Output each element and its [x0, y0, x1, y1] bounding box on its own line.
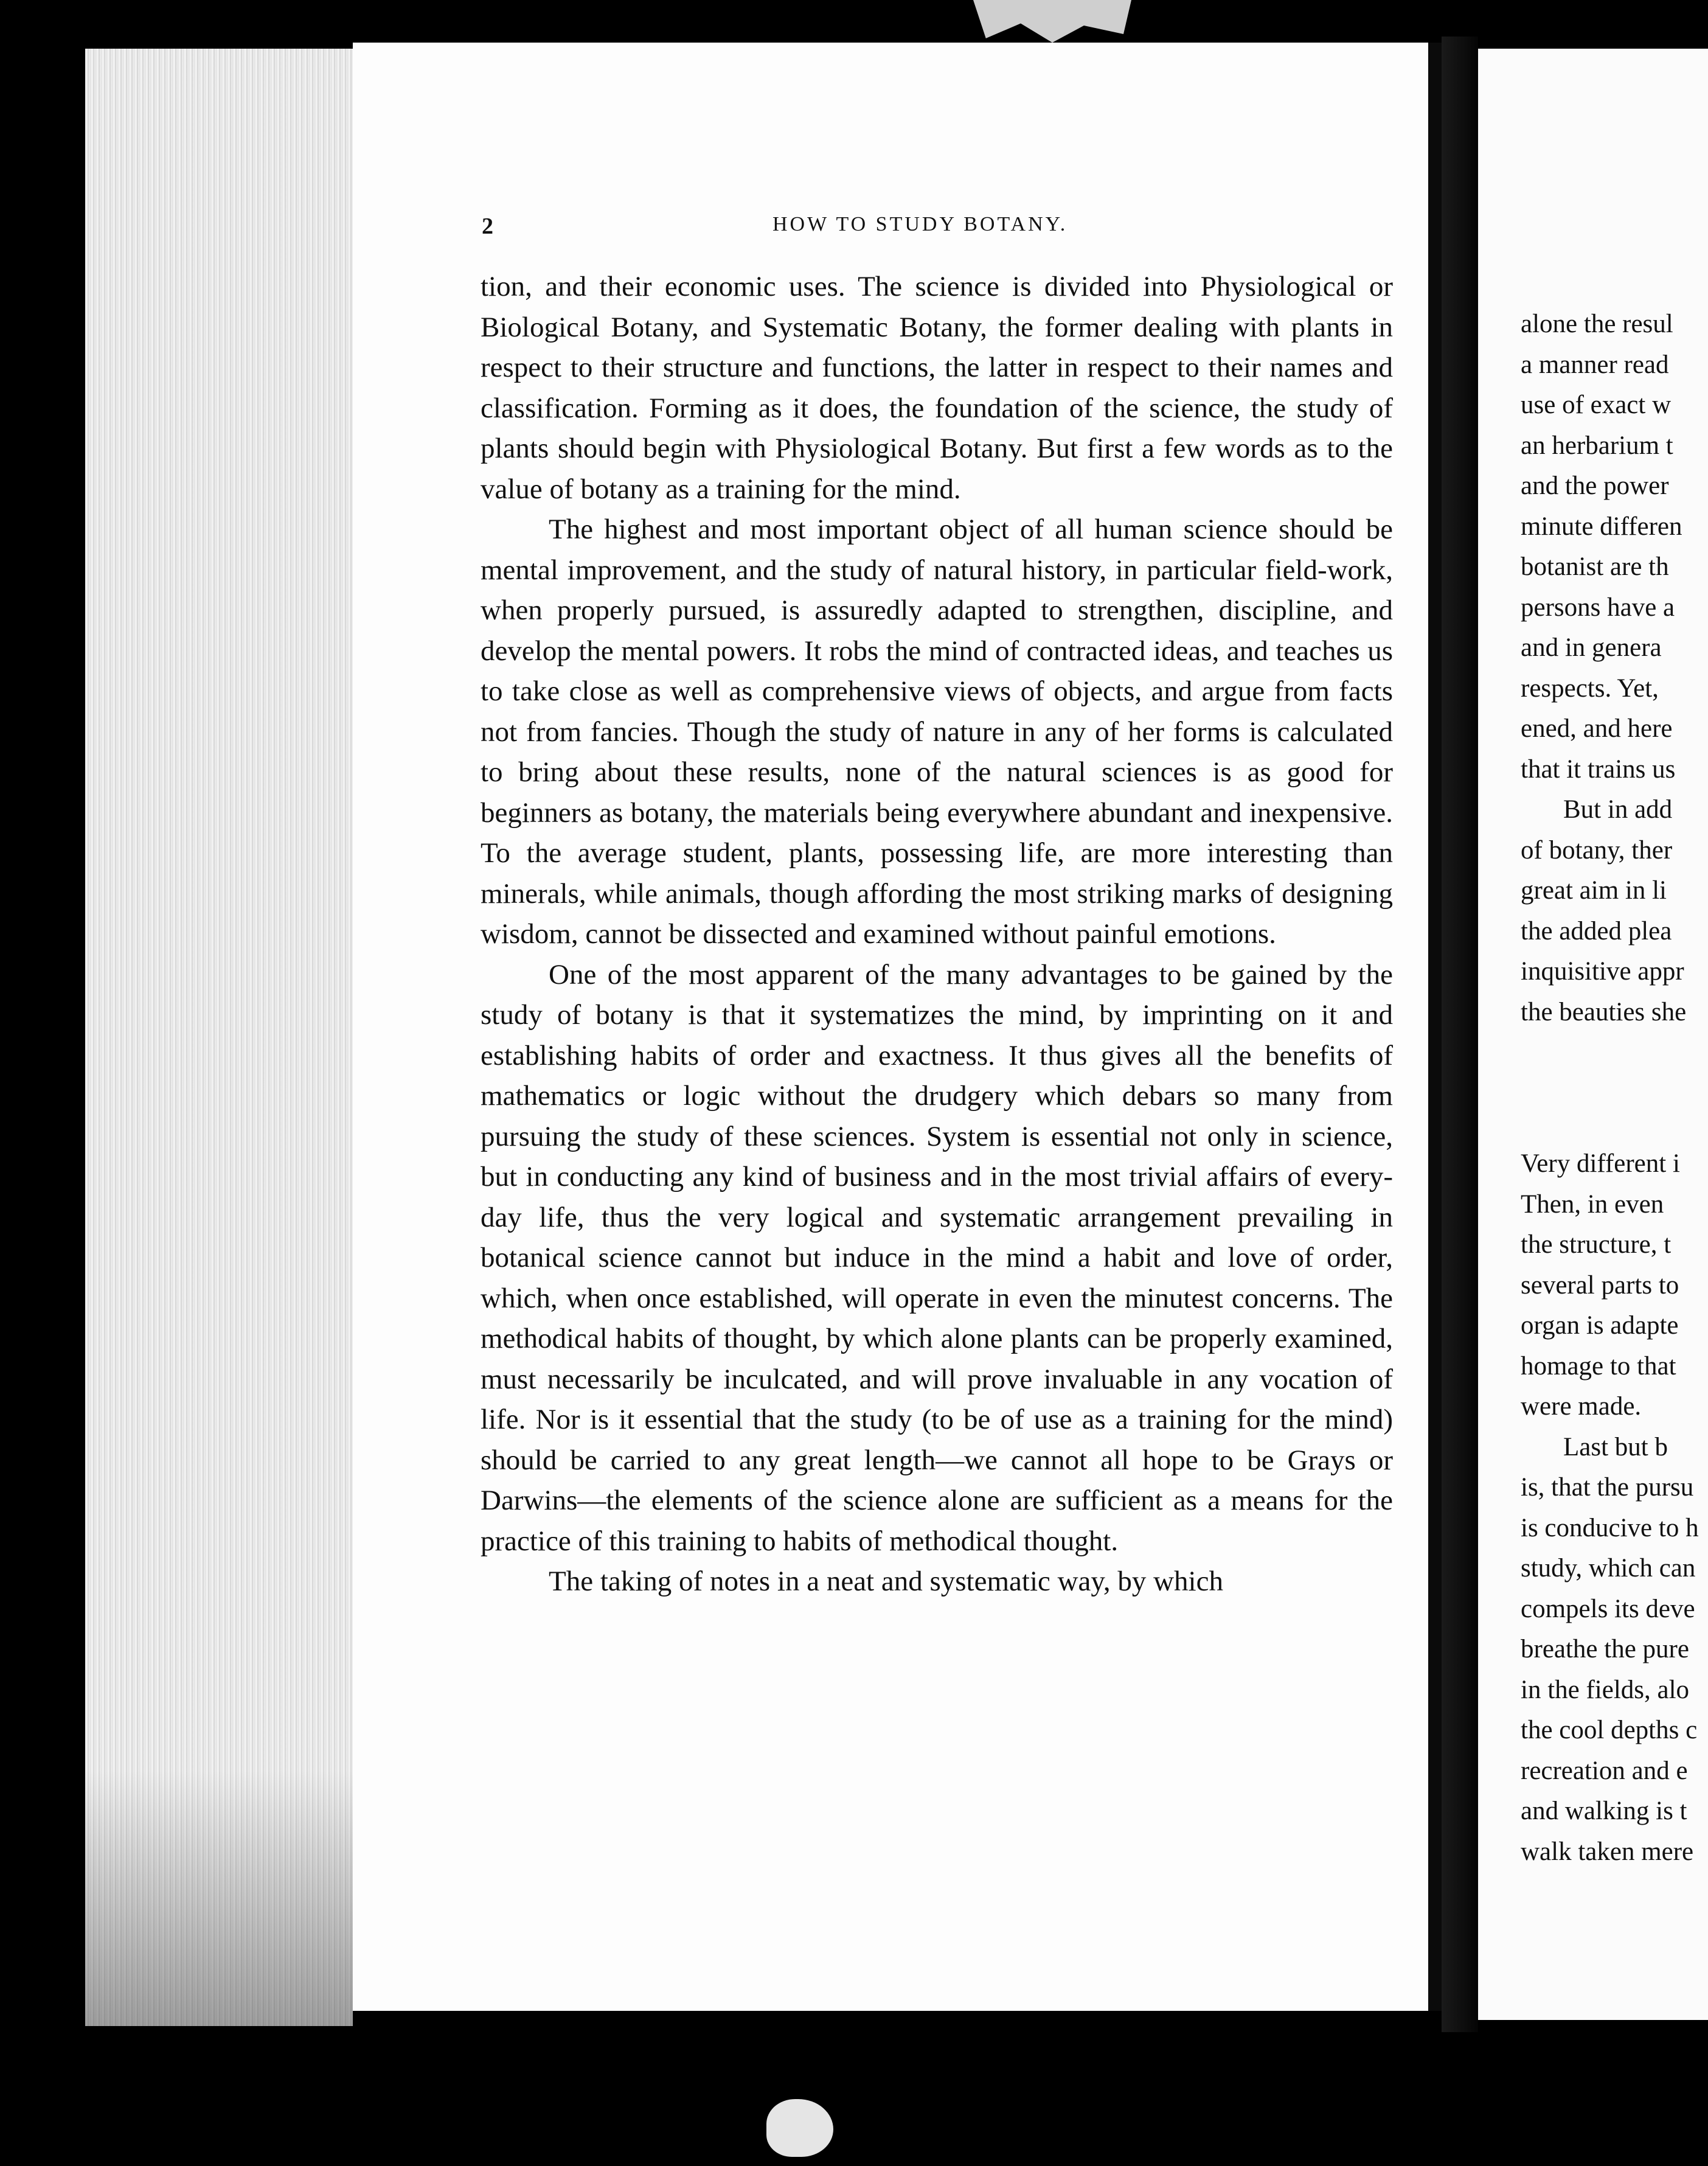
text-line: that it trains us	[1521, 754, 1676, 784]
text-line: inquisitive appr	[1521, 957, 1684, 986]
text-line: a manner read	[1521, 350, 1669, 379]
running-head: HOW TO STUDY BOTANY.	[772, 213, 1068, 235]
scan-artifact	[766, 2099, 833, 2157]
text-line: Last but b	[1563, 1432, 1668, 1461]
text-line: recreation and e	[1521, 1756, 1688, 1785]
text-line: alone the resul	[1521, 310, 1673, 338]
paragraph: tion, and their economic uses. The science is divided into Physiological or Biological Botany, and Systematic Botany, the former dealing with plants in respect to their structure and functions, the latter in respect to their names and classification. Forming as it does, the foundation of the science, the study of plants should begin with Physiological Botany. But first a few words as to the value of botany as a training for the mind.	[481, 271, 1393, 505]
text-line: were made.	[1521, 1392, 1642, 1421]
text-line: Then, in even	[1521, 1189, 1664, 1219]
text-line: use of exact w	[1521, 391, 1672, 419]
paragraph: The highest and most important object of all human science should be mental improvement, and the study of natural history, in particular field-work, when properly pursued, is assuredly adapted to strengthen, discipline, and develop the mental powers. It robs the mind of contracted ideas, and teaches us to take close as well as comprehensive views of objects, and argue from facts not from fancies. Though the study of nature in any of her forms is calculated to bring about these results, none of the natural sciences is as good for beginners as botany, the materials being everywhere abundant and inexpensive. To the average student, plants, possessing life, are more interesting than minerals, while animals, though affording the most striking marks of designing wisdom, cannot be dissected and examined without painful emotions.	[481, 514, 1393, 950]
scan-artifact	[973, 0, 1131, 43]
text-line: and walking is t	[1521, 1797, 1687, 1825]
text-line: Very different i	[1521, 1149, 1680, 1178]
text-line: respects. Yet,	[1521, 674, 1659, 703]
book-gutter	[1442, 37, 1478, 2032]
text-line: organ is adapte	[1521, 1311, 1679, 1340]
right-page	[1478, 49, 1708, 2020]
text-line: the cool depths c	[1521, 1716, 1698, 1744]
text-line: great aim in li	[1521, 876, 1667, 905]
text-line: But in add	[1563, 795, 1673, 824]
text-line: an herbarium t	[1521, 431, 1673, 460]
text-line: persons have a	[1521, 593, 1675, 622]
text-line: several parts to	[1521, 1270, 1679, 1300]
text-line: homage to that	[1521, 1351, 1676, 1381]
text-line: the structure, t	[1521, 1230, 1672, 1259]
text-line: the beauties she	[1521, 997, 1687, 1026]
text-line: is conducive to h	[1521, 1513, 1699, 1542]
page-edge-stack	[85, 49, 353, 2026]
text-line: the added plea	[1521, 916, 1672, 945]
text-line: botanist are th	[1521, 552, 1669, 581]
page-number: 2	[482, 214, 494, 239]
text-line: is, that the pursu	[1521, 1473, 1694, 1502]
text-line: ened, and here	[1521, 714, 1673, 743]
right-page-text-bottom	[1521, 1144, 1708, 1872]
text-line: and in genera	[1521, 633, 1662, 662]
text-line: in the fields, alo	[1521, 1675, 1690, 1704]
text-line: minute differen	[1521, 512, 1682, 541]
text-line: and the power	[1521, 472, 1669, 500]
right-page-text-top	[1521, 304, 1708, 1033]
text-line: walk taken mere	[1521, 1837, 1694, 1866]
paragraph: The taking of notes in a neat and systematic way, by which	[549, 1565, 1223, 1597]
paragraph: One of the most apparent of the many advantages to be gained by the study of botany is that it systematizes the mind, by imprinting on it and establishing habits of order and exactness. It thus gives all the benefits of mathematics or logic without the drudgery which debars so many from pursuing the study of these sciences. System is essential not only in science, but in conducting any kind of business and in the most trivial affairs of every-day life, thus the very logical and systematic arrangement prevailing in botanical science cannot but induce in the mind a habit and love of order, which, when once established, will operate in even the minutest concerns. The methodical habits of thought, by which alone plants can be properly examined, must necessarily be inculcated, and will prove invaluable in any vocation of life. Nor is it essential that the study (to be of use as a training for the mind) should be carried to any great length—we cannot all hope to be Grays or Darwins—the elements of the science alone are sufficient as a means for the practice of this training to habits of methodical thought.	[481, 958, 1393, 1557]
text-line: breathe the pure	[1521, 1635, 1689, 1663]
text-line: of botany, ther	[1521, 835, 1673, 865]
body-text	[481, 266, 1393, 1602]
text-line: study, which can	[1521, 1554, 1696, 1583]
text-line: compels its deve	[1521, 1594, 1695, 1623]
